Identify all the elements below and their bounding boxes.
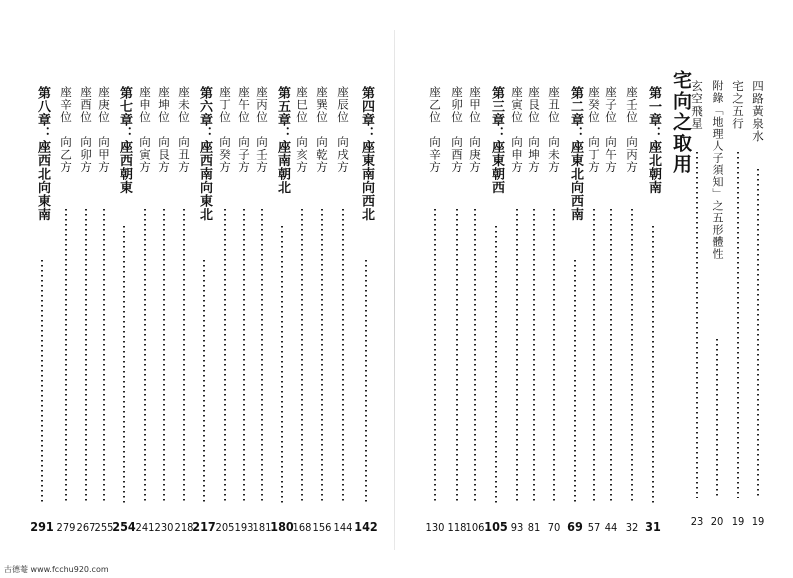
left-toc-entry-2[interactable] — [334, 86, 352, 534]
page-number: 254 — [112, 519, 136, 534]
entry-title: 座巳位 向亥方 — [295, 86, 309, 174]
leader-dots — [574, 260, 576, 504]
book-spine — [394, 30, 395, 550]
chapter-title: 第一章：座北朝南 — [646, 86, 661, 194]
chapter-title: 第三章：座東朝西 — [489, 86, 504, 194]
page-number: 130 — [425, 521, 445, 534]
right-toc-entry-12[interactable] — [525, 86, 543, 534]
section-title: 宅向之取用 — [670, 70, 692, 175]
chapter-title: 第五章：座南朝北 — [275, 86, 290, 194]
leader-dots — [243, 209, 245, 504]
entry-title: 座酉位 向卯方 — [79, 86, 93, 174]
chapter-title: 第七章：座西朝東 — [117, 86, 132, 194]
page-number: 70 — [547, 521, 561, 534]
entry-title: 座丁位 向癸方 — [218, 86, 232, 174]
page-number: 218 — [174, 521, 194, 534]
page-number: 19 — [731, 515, 745, 528]
right-toc-entry-1[interactable] — [749, 80, 767, 528]
page-number: 168 — [292, 521, 312, 534]
left-page — [0, 0, 396, 578]
left-toc-entry-4[interactable] — [293, 86, 311, 534]
left-toc-entry-6[interactable] — [253, 86, 271, 534]
page-number: 144 — [333, 521, 353, 534]
page-number: 230 — [154, 521, 174, 534]
page-number: 255 — [94, 521, 114, 534]
leader-dots — [85, 209, 87, 504]
leader-dots — [281, 226, 283, 504]
entry-title: 座辰位 向戌方 — [336, 86, 350, 174]
left-toc-entry-16[interactable] — [57, 86, 75, 534]
right-toc-entry-2[interactable] — [729, 80, 747, 528]
right-toc-entry-14[interactable] — [484, 86, 508, 534]
left-toc-entry-11[interactable] — [155, 86, 173, 534]
leader-dots — [553, 209, 555, 504]
chapter-title: 第六章：座西南向東北 — [197, 86, 212, 221]
leader-dots — [434, 209, 436, 504]
leader-dots — [365, 260, 367, 504]
leader-dots — [737, 152, 739, 498]
right-toc-entry-11[interactable] — [545, 86, 563, 534]
entry-title: 玄空飛星 — [690, 80, 704, 130]
page-number: 241 — [135, 521, 155, 534]
right-toc-entry-5[interactable] — [670, 70, 692, 518]
page-number: 291 — [30, 519, 54, 534]
chapter-title: 第八章：座西北向東南 — [35, 86, 50, 221]
leader-dots — [716, 339, 718, 498]
left-toc-entry-9[interactable] — [192, 86, 216, 534]
left-toc-entry-14[interactable] — [95, 86, 113, 534]
page-number: 181 — [252, 521, 272, 534]
page-number: 217 — [192, 519, 216, 534]
entry-title: 四路黃泉水 — [751, 80, 765, 143]
entry-title: 宅之五行 — [731, 80, 745, 130]
right-toc-entry-3[interactable] — [708, 80, 726, 528]
entry-title: 座艮位 向坤方 — [527, 86, 541, 174]
left-toc-entry-3[interactable] — [313, 86, 331, 534]
chapter-title: 第四章：座東南向西北 — [359, 86, 374, 221]
leader-dots — [631, 209, 633, 504]
page-number: 105 — [484, 519, 508, 534]
leader-dots — [757, 169, 759, 498]
left-toc-entry-1[interactable] — [354, 86, 378, 534]
entry-title: 座丑位 向未方 — [547, 86, 561, 174]
page-number: 267 — [76, 521, 96, 534]
page-number: 19 — [751, 515, 765, 528]
leader-dots — [456, 209, 458, 504]
leader-dots — [224, 209, 226, 504]
right-toc-entry-6[interactable] — [644, 86, 662, 534]
page-number: 69 — [567, 519, 583, 534]
leader-dots — [163, 209, 165, 504]
page-number: 156 — [312, 521, 332, 534]
entry-title: 座子位 向午方 — [604, 86, 618, 174]
page-number: 142 — [354, 519, 378, 534]
left-toc-entry-12[interactable] — [136, 86, 154, 534]
page-number: 205 — [215, 521, 235, 534]
entry-title: 座午位 向子方 — [237, 86, 251, 174]
entry-title: 座申位 向寅方 — [138, 86, 152, 174]
leader-dots — [696, 152, 698, 498]
left-toc-entry-5[interactable] — [270, 86, 294, 534]
page-number: 93 — [510, 521, 524, 534]
leader-dots — [261, 209, 263, 504]
leader-dots — [301, 209, 303, 504]
right-toc-entry-8[interactable] — [602, 86, 620, 534]
leader-dots — [533, 209, 535, 504]
page-number: 118 — [447, 521, 467, 534]
leader-dots — [516, 209, 518, 504]
entry-title: 座寅位 向申方 — [510, 86, 524, 174]
right-page — [396, 0, 793, 578]
page-number: 81 — [527, 521, 541, 534]
leader-dots — [65, 209, 67, 504]
right-toc-entry-15[interactable] — [466, 86, 484, 534]
entry-title: 座卯位 向酉方 — [450, 86, 464, 174]
chapter-title: 第二章：座東北向西南 — [568, 86, 583, 221]
left-toc-entry-17[interactable] — [30, 86, 54, 534]
left-toc-entry-10[interactable] — [175, 86, 193, 534]
page-number: 31 — [645, 519, 661, 534]
page-number: 279 — [56, 521, 76, 534]
leader-dots — [593, 209, 595, 504]
right-toc-entry-16[interactable] — [448, 86, 466, 534]
leader-dots — [342, 209, 344, 504]
leader-dots — [474, 209, 476, 504]
left-toc-entry-8[interactable] — [216, 86, 234, 534]
entry-title: 座巽位 向乾方 — [315, 86, 329, 174]
left-toc-entry-15[interactable] — [77, 86, 95, 534]
entry-title: 座甲位 向庚方 — [468, 86, 482, 174]
entry-title: 座未位 向丑方 — [177, 86, 191, 174]
entry-title: 座辛位 向乙方 — [59, 86, 73, 174]
page-number: 44 — [604, 521, 618, 534]
entry-title: 座坤位 向艮方 — [157, 86, 171, 174]
page-number: 180 — [270, 519, 294, 534]
entry-title: 座丙位 向壬方 — [255, 86, 269, 174]
leader-dots — [652, 226, 654, 504]
page-number: 106 — [465, 521, 485, 534]
right-toc-entry-7[interactable] — [623, 86, 641, 534]
leader-dots — [610, 209, 612, 504]
entry-title: 附錄「地理人子須知」之五形體性 — [711, 80, 724, 260]
right-toc-entry-9[interactable] — [585, 86, 603, 534]
page-number: 193 — [234, 521, 254, 534]
entry-title: 座癸位 向丁方 — [587, 86, 601, 174]
leader-dots — [495, 226, 497, 504]
leader-dots — [144, 209, 146, 504]
right-toc-entry-10[interactable] — [566, 86, 584, 534]
entry-title: 座乙位 向辛方 — [428, 86, 442, 174]
page-number: 57 — [587, 521, 601, 534]
leader-dots — [203, 260, 205, 504]
left-toc-entry-13[interactable] — [112, 86, 136, 534]
leader-dots — [183, 209, 185, 504]
page-number: 23 — [690, 515, 704, 528]
site-watermark: 古德菴 www.fcchu920.com — [4, 565, 109, 574]
entry-title: 座庚位 向甲方 — [97, 86, 111, 174]
right-toc-entry-13[interactable] — [508, 86, 526, 534]
leader-dots — [123, 226, 125, 504]
left-toc-entry-7[interactable] — [235, 86, 253, 534]
leader-dots — [321, 209, 323, 504]
right-toc-entry-17[interactable] — [426, 86, 444, 534]
page-number: 20 — [710, 515, 724, 528]
page-number: 32 — [625, 521, 639, 534]
leader-dots — [41, 260, 43, 504]
leader-dots — [103, 209, 105, 504]
entry-title: 座壬位 向丙方 — [625, 86, 639, 174]
